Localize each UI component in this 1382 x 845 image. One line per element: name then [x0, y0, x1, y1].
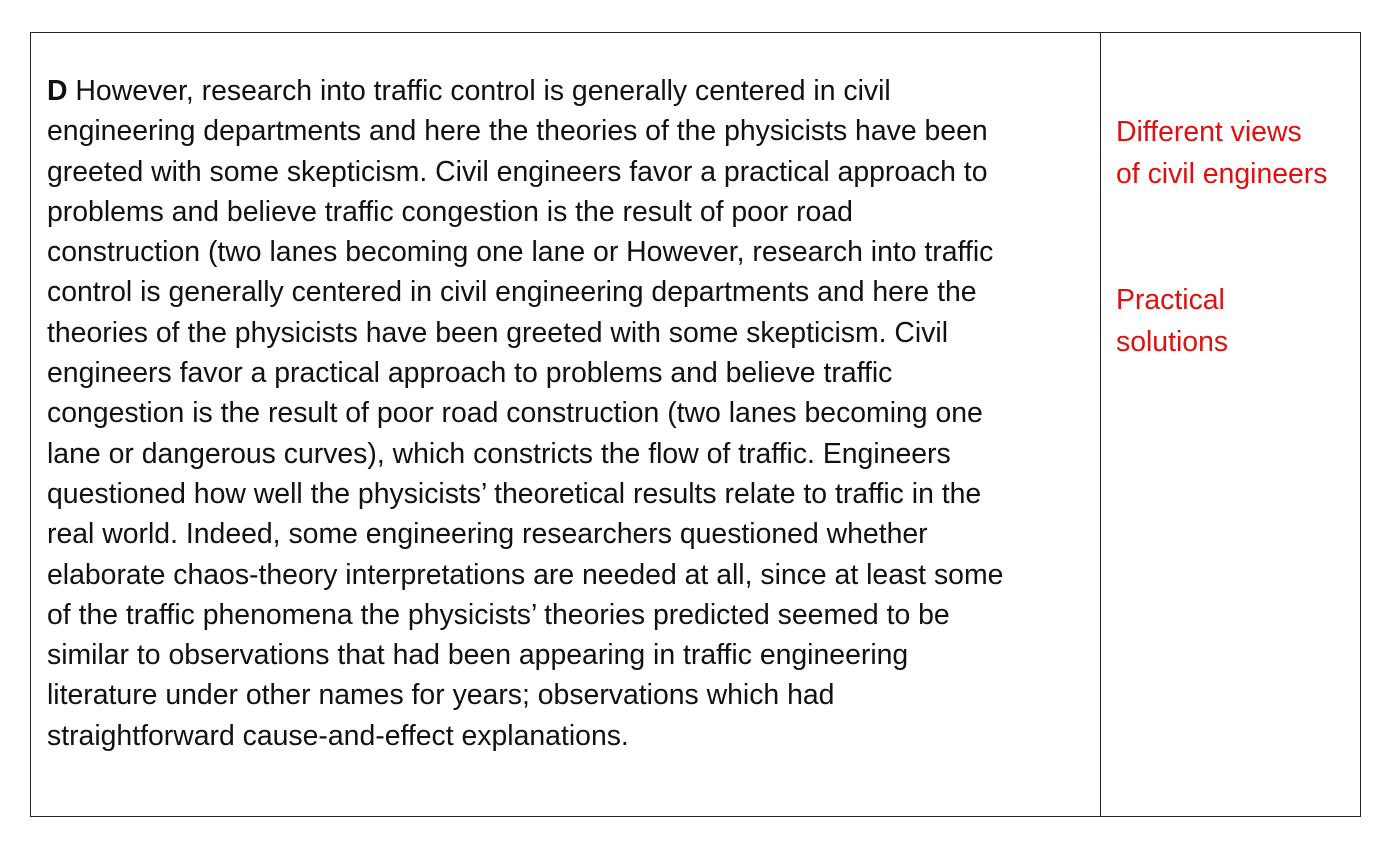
passage-line: real world. Indeed, some engineering researchers questioned whether	[47, 518, 928, 551]
passage-line: engineers favor a practical approach to problems and believe traffic	[47, 357, 893, 390]
passage-line: D However, research into traffic control is generally centered in civil	[47, 75, 891, 107]
margin-note	[1116, 111, 1327, 195]
margin-note-line: Practical	[1116, 284, 1225, 316]
passage-text	[47, 71, 1092, 756]
passage-line: problems and believe traffic congestion is the result of poor road	[47, 195, 853, 228]
paragraph-label: D	[47, 75, 68, 107]
passage-line: of the traffic phenomena the physicists’ theories predicted seemed to be	[47, 598, 950, 631]
passage-line: elaborate chaos-theory interpretations are needed at all, since at least some	[47, 558, 1004, 591]
margin-note-line: Different views	[1116, 116, 1302, 148]
passage-line: congestion is the result of poor road construction (two lanes becoming one	[47, 397, 983, 430]
passage-line: literature under other names for years; observations which had	[47, 679, 835, 712]
notes-cell	[1101, 33, 1360, 816]
passage-line: theories of the physicists have been greeted with some skepticism. Civil	[47, 316, 949, 349]
passage-line: questioned how well the physicists’ theoretical results relate to traffic in the	[47, 477, 982, 510]
margin-note	[1116, 279, 1228, 363]
passage-line: engineering departments and here the theories of the physicists have been	[47, 115, 988, 148]
passage-line: control is generally centered in civil engineering departments and here the	[47, 276, 977, 309]
passage-cell	[31, 33, 1101, 816]
passage-line: construction (two lanes becoming one lane or However, research into traffic	[47, 236, 994, 269]
passage-line: greeted with some skepticism. Civil engineers favor a practical approach to	[47, 155, 988, 188]
passage-line: similar to observations that had been appearing in traffic engineering	[47, 639, 909, 672]
passage-line: straightforward cause-and-effect explanations.	[47, 719, 629, 752]
passage-line: lane or dangerous curves), which constricts the flow of traffic. Engineers	[47, 437, 951, 470]
margin-note-line: of civil engineers	[1116, 158, 1328, 190]
margin-note-line: solutions	[1116, 326, 1229, 358]
passage-table	[30, 32, 1361, 817]
